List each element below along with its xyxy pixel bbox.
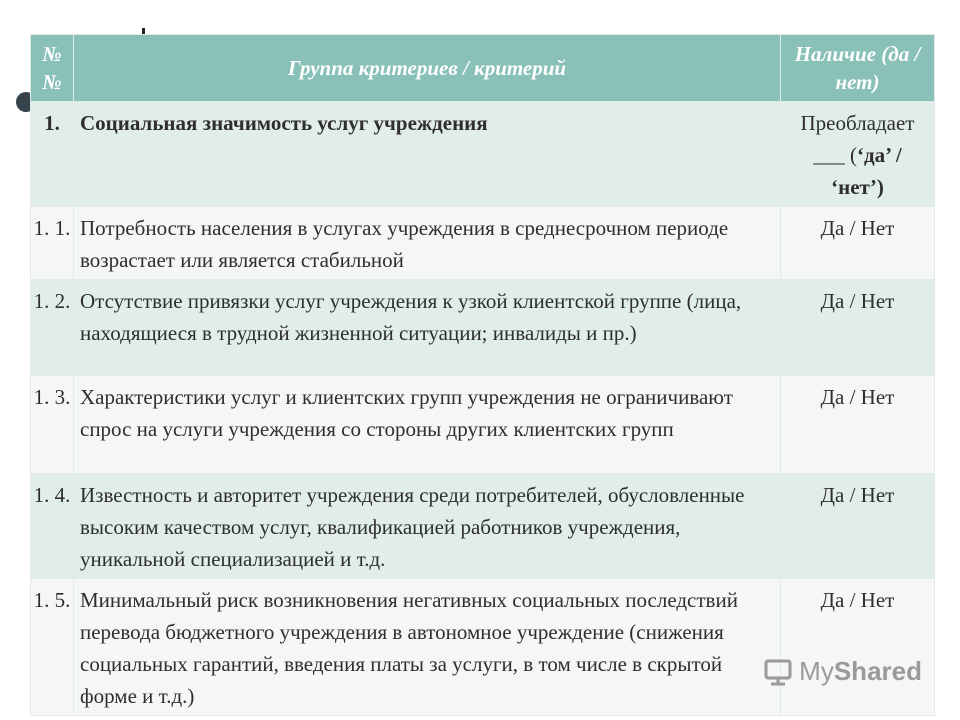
row-presence: Да / Нет [781, 474, 935, 579]
row-presence: Да / Нет [781, 579, 935, 716]
row-criterion: Потребность населения в услугах учреждения в среднесрочном периоде возрастает или является стабильной [74, 207, 781, 280]
presentation-icon [763, 657, 793, 687]
header-number: № № [31, 35, 74, 102]
criteria-table [30, 34, 935, 716]
section-number: 1. [31, 102, 74, 207]
section-presence-options: ‘да’ / ‘нет’) [831, 143, 902, 199]
row-presence: Да / Нет [781, 207, 935, 280]
row-criterion: Характеристики услуг и клиентских групп учреждения не ограничивают спрос на услуги учреждения со стороны других клиентских групп [74, 376, 781, 474]
table-row [31, 376, 935, 474]
table-row [31, 579, 935, 716]
row-criterion: Отсутствие привязки услуг учреждения к узкой клиентской группе (лица, находящиеся в трудной жизненной ситуации; инвалиды и пр.) [74, 280, 781, 376]
row-criterion: Минимальный риск возникновения негативных социальных последствий перевода бюджетного учреждения в автономное учреждение (снижения социальных гарантий, введения платы за услуги, в том числе в скрытой форме и т.д.) [74, 579, 781, 716]
section-presence-text: Преобладает ___ ( [800, 111, 915, 167]
table-header-row [31, 35, 935, 102]
row-criterion: Известность и авторитет учреждения среди потребителей, обусловленные высоким качеством услуг, квалификацией работников учреждения, уникальной специализацией и т.д. [74, 474, 781, 579]
table-row [31, 207, 935, 280]
row-number: 1. 4. [31, 474, 74, 579]
row-presence: Да / Нет [781, 280, 935, 376]
row-presence: Да / Нет [781, 376, 935, 474]
watermark-text-shared: Shared [833, 656, 922, 686]
section-presence [781, 102, 935, 207]
table-row [31, 280, 935, 376]
header-presence: Наличие (да / нет) [781, 35, 935, 102]
watermark-text-my: My [799, 656, 834, 686]
table-row [31, 474, 935, 579]
row-number: 1. 3. [31, 376, 74, 474]
row-number: 1. 2. [31, 280, 74, 376]
header-criteria: Группа критериев / критерий [74, 35, 781, 102]
row-number: 1. 5. [31, 579, 74, 716]
watermark [763, 656, 922, 687]
section-title: Социальная значимость услуг учреждения [74, 102, 781, 207]
row-number: 1. 1. [31, 207, 74, 280]
section-row [31, 102, 935, 207]
